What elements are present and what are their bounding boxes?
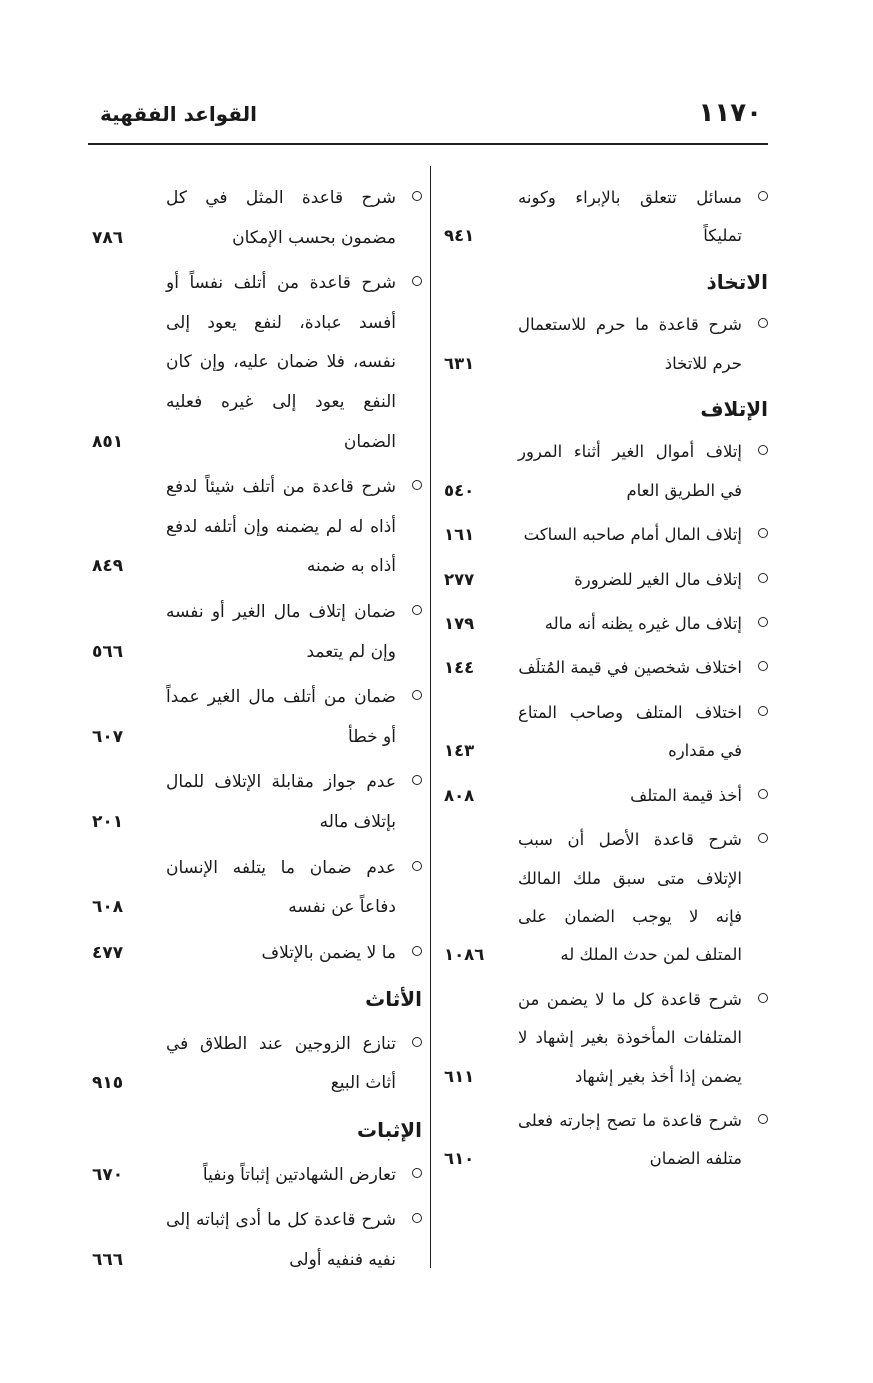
entry-page-number: ٩٤١ — [444, 226, 475, 246]
column-divider — [430, 166, 431, 1268]
entry-page-number: ٤٧٧ — [92, 942, 124, 963]
entry-text: عدم جواز مقابلة الإتلاف للمال بإتلاف ماله — [166, 772, 396, 832]
entry-text: إتلاف مال غيره يظنه أنه ماله — [544, 614, 742, 634]
bullet-circle-icon — [758, 1114, 768, 1124]
index-heading: الإتلاف — [700, 397, 768, 422]
bullet-circle-icon — [412, 480, 422, 490]
entry-text: شرح قاعدة الأصل أن سبب الإتلاف متى سبق ملك المالك فإنه لا يوجب الضمان على المتلف لمن حدث الملك له — [518, 830, 742, 965]
index-entry — [440, 694, 768, 771]
bullet-circle-icon — [758, 789, 768, 799]
index-entry — [88, 678, 422, 757]
entry-text: مسائل تتعلق بالإبراء وكونه تمليكاً — [518, 188, 742, 246]
index-entry — [88, 593, 422, 672]
index-entry — [88, 1156, 422, 1196]
entry-page-number: ٨٥١ — [92, 431, 124, 452]
index-column-right — [440, 179, 768, 1185]
entry-page-number: ٥٤٠ — [444, 480, 475, 500]
bullet-circle-icon — [412, 1037, 422, 1047]
index-entry — [88, 1025, 422, 1104]
page-header — [88, 98, 768, 146]
index-entry — [440, 433, 768, 510]
entry-text: أخذ قيمة المتلف — [630, 785, 742, 805]
entry-page-number: ١٤٤ — [444, 658, 475, 678]
page-number: ١١٧٠ — [698, 98, 762, 128]
bullet-circle-icon — [412, 861, 422, 871]
bullet-circle-icon — [412, 1213, 422, 1223]
index-entry — [440, 561, 768, 599]
index-entry — [440, 605, 768, 643]
entry-page-number: ٥٦٦ — [92, 641, 124, 662]
entry-text: شرح قاعدة كل ما لا يضمن من المتلفات المأخوذة بغير إشهاد لا يضمن إذا أخذ بغير إشهاد — [518, 989, 742, 1086]
header-rule — [88, 143, 768, 145]
entry-page-number: ٨٠٨ — [444, 785, 475, 805]
index-entry — [440, 649, 768, 687]
entry-text: عدم ضمان ما يتلفه الإنسان دفاعاً عن نفسه — [166, 857, 396, 918]
entry-page-number: ١٦١ — [444, 525, 475, 545]
entry-text: شرح قاعدة من أتلف نفساً أو أفسد عبادة، لنفع يعود إلى نفسه، فلا ضمان عليه، وإن كان النفع يعود إلى غيره فعليه الضمان — [166, 273, 396, 452]
bullet-circle-icon — [758, 993, 768, 1003]
index-entry — [440, 1102, 768, 1179]
index-entry — [440, 777, 768, 815]
entry-text: إتلاف أموال الغير أثناء المرور في الطريق العام — [518, 442, 742, 500]
index-entry — [88, 1201, 422, 1280]
index-entry — [88, 468, 422, 587]
entry-text: تنازع الزوجين عند الطلاق في أثاث البيع — [166, 1033, 396, 1094]
bullet-circle-icon — [758, 661, 768, 671]
index-entry — [88, 849, 422, 928]
index-entry — [88, 763, 422, 842]
bullet-circle-icon — [758, 617, 768, 627]
entry-page-number: ٦٠٨ — [92, 897, 124, 918]
entry-page-number: ١٧٩ — [444, 614, 475, 634]
entry-text: ما لا يضمن بالإتلاف — [261, 942, 396, 963]
entry-text: ضمان من أتلف مال الغير عمداً أو خطأ — [166, 687, 396, 747]
entry-page-number: ٦٠٧ — [92, 726, 124, 747]
entry-page-number: ٦١٠ — [444, 1149, 475, 1169]
bullet-circle-icon — [758, 833, 768, 843]
index-heading: الأثاث — [365, 987, 422, 1012]
entry-text: ضمان إتلاف مال الغير أو نفسه وإن لم يتعمد — [166, 601, 396, 662]
entry-text: تعارض الشهادتين إثباتاً ونفياً — [202, 1164, 396, 1185]
book-title: القواعد الفقهية — [100, 102, 257, 126]
index-entry — [440, 516, 768, 554]
entry-page-number: ٩١٥ — [92, 1073, 124, 1094]
index-entry — [440, 179, 768, 256]
entry-text: اختلاف المتلف وصاحب المتاع في مقداره — [518, 702, 742, 761]
bullet-circle-icon — [758, 445, 768, 455]
entry-page-number: ٢٠١ — [92, 811, 124, 832]
entry-page-number: ٦٣١ — [444, 353, 475, 373]
entry-text: إتلاف مال الغير للضرورة — [574, 569, 742, 589]
entry-text: اختلاف شخصين في قيمة المُتلَف — [518, 658, 742, 678]
entry-text: شرح قاعدة كل ما أدى إثباته إلى نفيه فنفيه أولى — [166, 1210, 396, 1270]
index-entry — [440, 821, 768, 975]
bullet-circle-icon — [412, 276, 422, 286]
index-heading: الإثبات — [356, 1118, 422, 1143]
index-entry — [88, 934, 422, 974]
bullet-circle-icon — [758, 528, 768, 538]
bullet-circle-icon — [758, 573, 768, 583]
entry-text: شرح قاعدة من أتلف شيئاً لدفع أذاه له لم يضمنه وإن أتلفه لدفع أذاه به ضمنه — [166, 477, 396, 577]
entry-text: إتلاف المال أمام صاحبه الساكت — [523, 525, 742, 545]
index-entry — [88, 179, 422, 258]
index-heading: الاتخاذ — [706, 269, 768, 294]
entry-page-number: ٢٧٧ — [444, 569, 475, 589]
index-column-left — [88, 179, 422, 1286]
entry-page-number: ٧٨٦ — [92, 227, 124, 248]
entry-text: شرح قاعدة ما تصح إجارته فعلى متلفه الضمان — [518, 1110, 742, 1169]
entry-page-number: ٦٦٦ — [92, 1249, 124, 1270]
bullet-circle-icon — [758, 318, 768, 328]
entry-page-number: ٦١١ — [444, 1066, 475, 1086]
entry-page-number: ١٤٣ — [444, 741, 475, 761]
entry-page-number: ٦٧٠ — [92, 1164, 124, 1185]
bullet-circle-icon — [412, 690, 422, 700]
bullet-circle-icon — [758, 191, 768, 201]
index-entry — [440, 306, 768, 383]
bullet-circle-icon — [412, 191, 422, 201]
entry-page-number: ١٠٨٦ — [444, 945, 485, 965]
bullet-circle-icon — [412, 1168, 422, 1178]
bullet-circle-icon — [412, 605, 422, 615]
index-entry — [440, 981, 768, 1096]
entry-text: شرح قاعدة ما حرم للاستعمال حرم للاتخاذ — [518, 315, 742, 373]
bullet-circle-icon — [412, 946, 422, 956]
entry-page-number: ٨٤٩ — [92, 556, 124, 577]
entry-text: شرح قاعدة المثل في كل مضمون بحسب الإمكان — [166, 188, 396, 248]
index-entry — [88, 264, 422, 462]
bullet-circle-icon — [758, 706, 768, 716]
bullet-circle-icon — [412, 775, 422, 785]
